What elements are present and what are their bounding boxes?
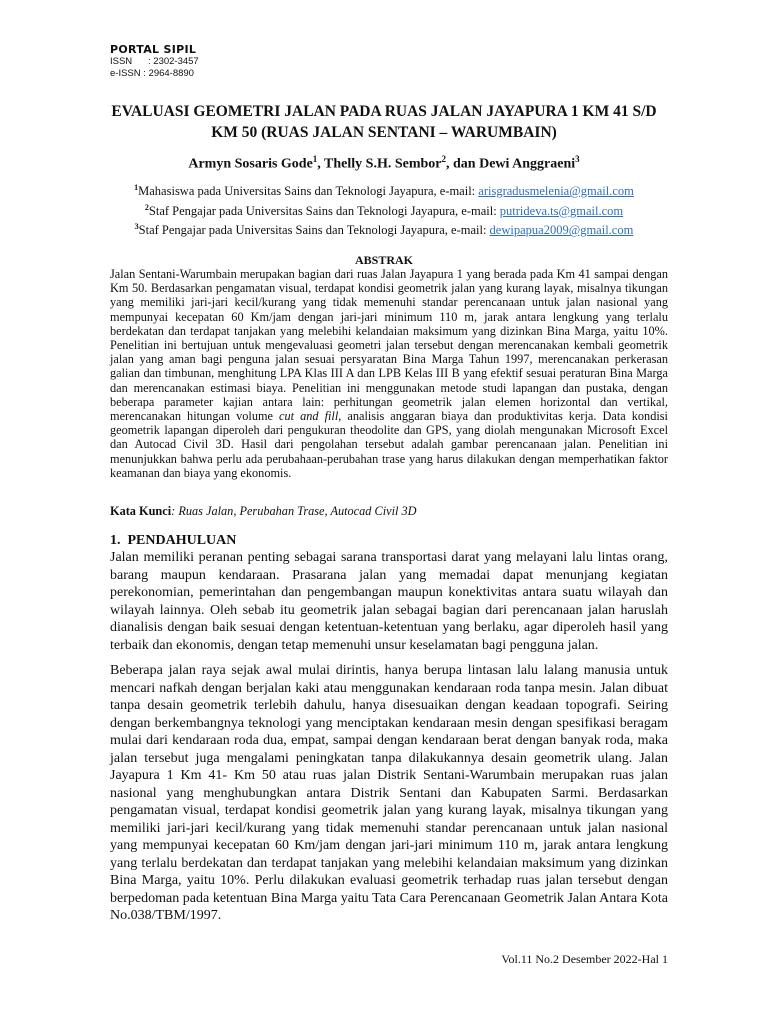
email-link[interactable]: putrideva.ts@gmail.com (499, 203, 624, 218)
affiliation (100, 200, 668, 220)
affiliation (100, 219, 668, 239)
affiliation-text: Staf Pengajar pada Universitas Sains dan Teknologi Jayapura, e-mail: (138, 223, 490, 238)
author-sup: 3 (575, 154, 580, 164)
e-issn: e-ISSN : 2964-8890 (110, 68, 194, 79)
abstract-text (110, 267, 668, 480)
author-sep: , (317, 156, 325, 172)
journal-name: PORTAL SIPIL (110, 43, 197, 56)
section-heading: 1. PENDAHULUAN (110, 533, 237, 548)
paper-title: EVALUASI GEOMETRI JALAN PADA RUAS JALAN JAYAPURA 1 KM 41 S/D KM 50 (RUAS JALAN SENTANI – WARUMBAIN) (111, 103, 657, 141)
affiliation-sup: 1 (134, 183, 139, 192)
page-footer: Vol.11 No.2 Desember 2022-Hal 1 (501, 952, 668, 966)
abstract-italic: cut and fill (279, 409, 339, 424)
keywords-text: : Ruas Jalan, Perubahan Trase, Autocad Civil 3D (171, 504, 417, 518)
journal-header (110, 43, 270, 80)
affiliation-text: Mahasiswa pada Universitas Sains dan Teknologi Jayapura, e-mail: (138, 184, 479, 199)
author-list (100, 150, 668, 174)
paragraph: Jalan memiliki peranan penting sebagai sarana transportasi darat yang melayani lalu lintas orang, barang maupun kendaraan. Prasarana jalan yang memadai dapat menunjang kegiatan perekonomian, pemerintahan dan pengembangan maupun konektivitas antara suatu wilayah dan wilayah lainnya. Oleh sebab itu geometrik jalan sebagai bagian dari perencanaan jalan haruslah dianalisis dengan baik sesuai dengan ketentuan-ketentuan yang berlaku, agar diperoleh hasil yang terbaik dan ekonomis, dengan tetap memenuhi unsur keselamatan bagi pengguna jalan. (110, 550, 668, 653)
email-link[interactable]: arisgradusmelenia@gmail.com (478, 184, 634, 199)
abstract-text-part: Jalan Sentani-Warumbain merupakan bagian dari ruas Jalan Jayapura 1 yang berada pada Km 41 sampai dengan Km 50. Berdasarkan pengamatan visual, terdapat kondisi geometrik jalan yang kurang layak, misalnya tikungan yang memiliki jari-jari kecil/kurang yang tidak memenuhi standar perencanaan untuk jalan nasional yang mempunyai kecepatan 60 Km/jam dengan jari-jari minimum 110 m, jarak antara lengkung yang terlalu berdekatan dan terdapat tanjakan yang melebihi kelandaian maksimum yang dizinkan Bina Marga, yaitu 10%. Penelitian ini bertujuan untuk mengevaluasi geometri jalan tersebut dengan merencanakan kembali geometrik jalan yang aman bagi penguna jalan sesuai persyaratan Bina Marga Tahun 1997, merencanakan perkerasan galian dan timbunan, menghitung LPA Klas III A dan LPB Kelas III B yang efektif sesuai peraturan Bina Marga dan merencanakan estimasi biaya. Penelitian ini menggunakan metode studi lapangan dan pustaka, dengan beberapa parameter kajian antara lain: perhitungan geometrik jalan elemen horizontal dan vertikal, merencanakan hitungan volume (110, 267, 668, 424)
affiliation (100, 180, 668, 200)
author-name: Thelly S.H. Sembor (324, 156, 442, 172)
paragraph: Beberapa jalan raya sejak awal mulai dirintis, hanya berupa lintasan lalu lalang manusia untuk mencari nafkah dengan berjalan kaki atau menggunakan kendaraan roda tanpa mesin. Jalan dibuat tanpa desain geometrik terlebih dahulu, hanya disesuaikan dengan keadaan topografi. Seiring dengan berkembangnya teknologi yang menciptakan kendaraan mesin dengan spesifikasi beragam mulai dari kendaraan roda dua, empat, sampai dengan kendaraan berat dengan banyak roda, maka jalan tersebut juga mengalami peningkatan tanpa dilakukannya desain geometrik ulang. Jalan Jayapura 1 Km 41- Km 50 atau ruas jalan Distrik Sentani-Warumbain merupakan ruas jalan nasional yang menghubungkan antara Distrik Sentani dan Kabupaten Sarmi. Berdasarkan pengamatan visual, terdapat kondisi geometrik jalan yang kurang layak, misalnya tikungan yang memiliki jari-jari kecil/kurang yang tidak memenuhi standar perencanaan untuk jalan nasional yang mempunyai kecepatan 60 Km/jam dengan jari-jari minimum 110 m, jarak antara lengkung yang terlalu berdekatan dan terdapat tanjakan yang melebihi kelandaian maksimum yang dizinkan Bina Marga, yaitu 10%. Perlu dilakukan evaluasi geometrik terhadap ruas jalan tersebut dengan berpedoman pada ketentuan Bina Marga yaitu Tata Cara Perencanaan Geometrik Jalan Antara Kota No.038/TBM/1997. (110, 663, 668, 923)
abstract-text-part: , analisis anggaran biaya dan produktivitas kerja. Data kondisi geometrik lapangan diperoleh dari pengukuran theodolite dan GPS, yang diolah mengunakan Microsoft Excel dan Autocad Civil 3D. Hasil dari pengolahan tersebut adalah gambar perencanaan jalan. Penelitian ini menunjukkan bahwa perlu ada perubahaan-perubahan trase yang harus dilakukan dengan memperhatikan faktor keamanan dan biaya yang ekonomis. (110, 409, 668, 480)
author-sup: 2 (441, 154, 447, 164)
author-name: Armyn Sosaris Gode (188, 156, 313, 172)
issn: ISSN : 2302-3457 (110, 56, 199, 67)
affiliation-sup: 2 (144, 202, 149, 212)
keywords-label: Kata Kunci (110, 504, 172, 518)
keywords (110, 504, 668, 518)
email-link[interactable]: dewipapua2009@gmail.com (489, 223, 634, 238)
author-sep: , dan (446, 156, 480, 172)
author-name: Dewi Anggraeni (479, 156, 576, 172)
abstract-heading: ABSTRAK (354, 253, 413, 267)
affiliations (100, 180, 668, 239)
affiliation-text: Staf Pengajar pada Universitas Sains dan Teknologi Jayapura, e-mail: (148, 203, 500, 218)
affiliation-sup: 3 (134, 222, 139, 232)
author-sup: 1 (312, 154, 318, 164)
